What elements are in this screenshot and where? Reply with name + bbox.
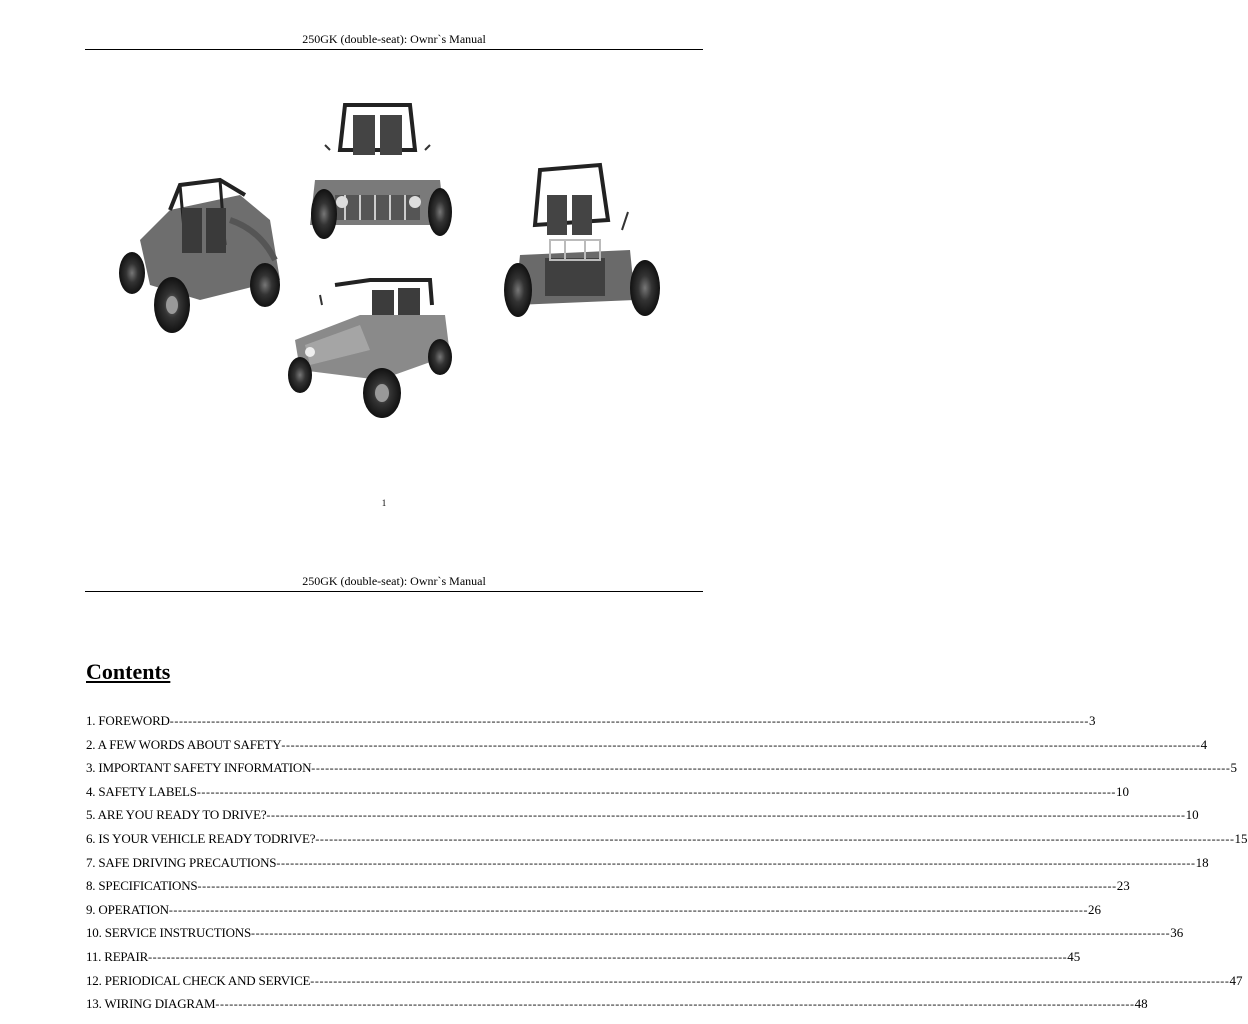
page-header (85, 32, 703, 52)
kart-rear-view (504, 165, 660, 317)
toc-entry[interactable] (86, 854, 1209, 879)
toc-leader: -------------------------------------------------------------------------------------------------------------------------------------------------------------------------------------------------------- (169, 714, 1089, 728)
toc-title: 3. IMPORTANT SAFETY INFORMATION (86, 760, 312, 776)
toc-entry[interactable] (86, 925, 1184, 949)
toc-entry[interactable] (86, 830, 1248, 855)
toc-leader: -------------------------------------------------------------------------------------------------------------------------------------------------------------------------------------------------------- (315, 831, 1235, 846)
toc-leader: -------------------------------------------------------------------------------------------------------------------------------------------------------------------------------------------------------- (281, 737, 1201, 752)
toc-page: 48 (1134, 996, 1148, 1012)
toc-entry[interactable] (86, 807, 1199, 831)
toc-page: 3 (1088, 713, 1096, 728)
header-title: 250GK (double-seat): Ownr`s Manual (302, 32, 486, 46)
toc-leader: -------------------------------------------------------------------------------------------------------------------------------------------------------------------------------------------------------- (148, 949, 1068, 964)
toc-page: 10 (1116, 783, 1130, 799)
header-rule (85, 49, 703, 50)
toc-title: 6. IS YOUR VEHICLE READY TODRIVE? (86, 830, 316, 846)
contents-heading: Contents (86, 659, 171, 684)
toc-leader: -------------------------------------------------------------------------------------------------------------------------------------------------------------------------------------------------------- (276, 855, 1196, 870)
toc-entry[interactable] (86, 972, 1243, 997)
toc-title: 12. PERIODICAL CHECK AND SERVICE (86, 972, 311, 988)
toc-leader: -------------------------------------------------------------------------------------------------------------------------------------------------------------------------------------------------------- (197, 879, 1117, 894)
toc-page: 45 (1067, 948, 1081, 964)
toc-title: 7. SAFE DRIVING PRECAUTIONS (86, 854, 277, 870)
toc-leader: -------------------------------------------------------------------------------------------------------------------------------------------------------------------------------------------------------- (215, 997, 1135, 1012)
toc-entry[interactable] (86, 996, 1148, 1020)
toc-page: 4 (1200, 736, 1208, 752)
toc-entry[interactable] (86, 736, 1208, 761)
page-header (85, 574, 703, 594)
toc-leader: -------------------------------------------------------------------------------------------------------------------------------------------------------------------------------------------------------- (310, 973, 1230, 988)
toc-page: 26 (1088, 901, 1102, 917)
toc-leader: -------------------------------------------------------------------------------------------------------------------------------------------------------------------------------------------------------- (250, 926, 1171, 941)
toc-leader: -------------------------------------------------------------------------------------------------------------------------------------------------------------------------------------------------------- (168, 902, 1089, 917)
toc-title: 11. REPAIR (86, 948, 149, 964)
toc-page: 36 (1170, 925, 1184, 941)
header-rule (85, 591, 703, 592)
toc-entry[interactable] (86, 713, 1096, 737)
toc-entry[interactable] (86, 760, 1237, 784)
toc-entry[interactable] (86, 878, 1130, 902)
page-number: 1 (381, 498, 387, 508)
product-photo (110, 90, 672, 430)
table-of-contents (86, 713, 1248, 1020)
toc-entry[interactable] (86, 901, 1102, 926)
toc-title: 8. SPECIFICATIONS (86, 878, 198, 894)
kart-side-view (119, 180, 280, 333)
toc-entry[interactable] (86, 783, 1130, 808)
toc-title: 13. WIRING DIAGRAM (86, 996, 216, 1012)
toc-page: 23 (1116, 878, 1130, 894)
toc-entry[interactable] (86, 948, 1081, 973)
toc-title: 10. SERVICE INSTRUCTIONS (86, 925, 251, 941)
toc-title: 9. OPERATION (86, 901, 169, 917)
toc-title: 5. ARE YOU READY TO DRIVE? (86, 807, 267, 823)
toc-leader: -------------------------------------------------------------------------------------------------------------------------------------------------------------------------------------------------------- (196, 784, 1117, 799)
toc-page: 47 (1229, 972, 1243, 988)
toc-page: 15 (1234, 830, 1248, 846)
toc-page: 10 (1185, 807, 1199, 823)
toc-leader: -------------------------------------------------------------------------------------------------------------------------------------------------------------------------------------------------------- (311, 761, 1231, 776)
toc-page: 5 (1230, 760, 1237, 776)
toc-title: 2. A FEW WORDS ABOUT SAFETY (86, 736, 282, 752)
toc-title: 1. FOREWORD (86, 713, 170, 728)
kart-front-view (310, 105, 452, 239)
toc-leader: -------------------------------------------------------------------------------------------------------------------------------------------------------------------------------------------------------- (266, 808, 1186, 823)
toc-page: 18 (1195, 854, 1209, 870)
header-title: 250GK (double-seat): Ownr`s Manual (302, 574, 486, 588)
toc-title: 4. SAFETY LABELS (86, 783, 197, 799)
kart-angle-view (288, 280, 452, 418)
